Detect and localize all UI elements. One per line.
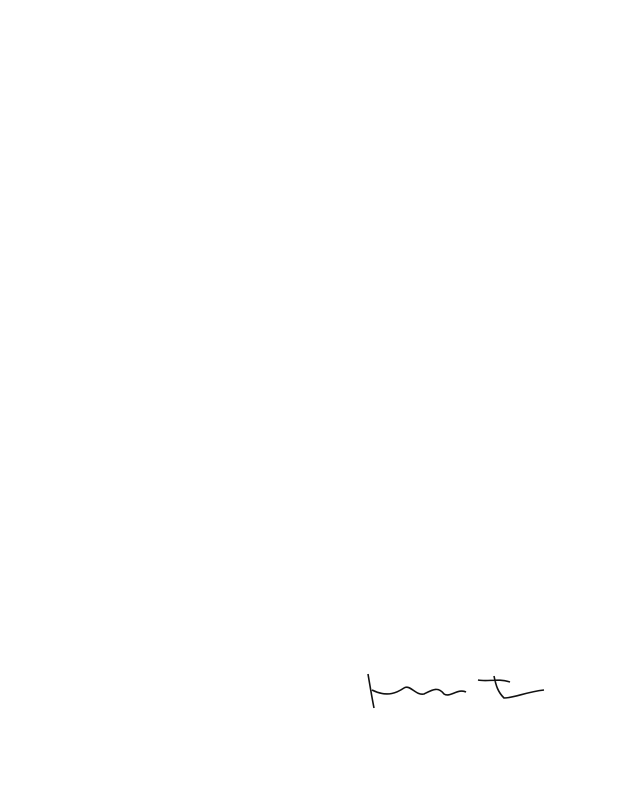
disease-dental-chart [360, 448, 610, 610]
restorations-dental-chart [360, 220, 610, 415]
signature-scribble [358, 668, 558, 712]
